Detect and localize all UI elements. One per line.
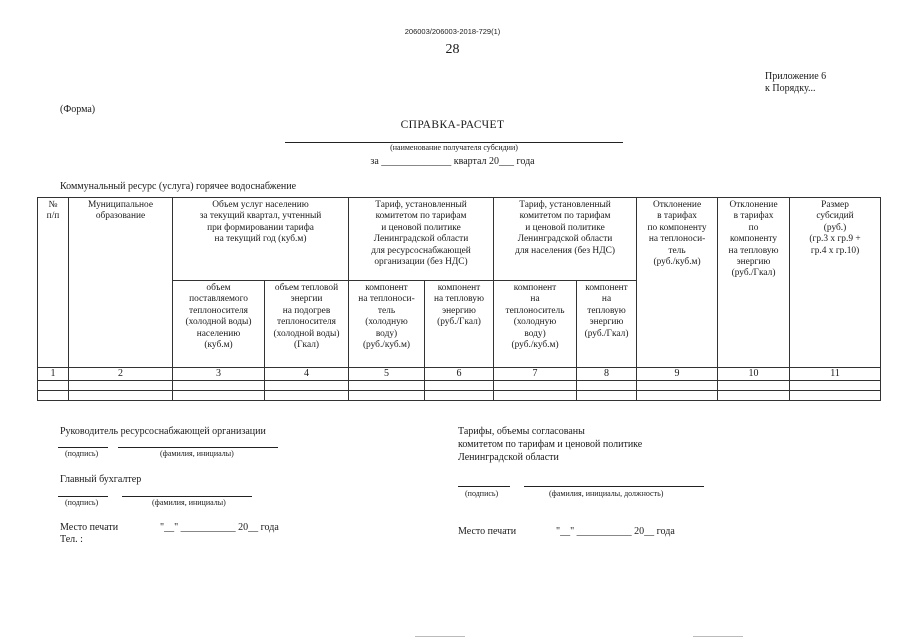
agreed-signature-caption: (подпись): [465, 489, 499, 498]
header-text-line: (руб./Гкал): [437, 317, 481, 328]
header-text-line: на подогрев: [282, 305, 331, 316]
header-text-line: (холодную: [365, 317, 408, 328]
header-text-line: объем: [206, 283, 231, 293]
header-text-line: для ресурсоснабжающей: [371, 245, 471, 256]
header-text-line: (руб./куб.м): [362, 340, 411, 351]
header-text-line: населению: [196, 328, 241, 339]
header-text-line: теплоносителя: [188, 305, 248, 316]
header-text-line: энергию: [442, 305, 476, 316]
header-text-line: по: [748, 222, 759, 233]
column-number: 1: [38, 368, 69, 381]
table-row: [38, 381, 881, 391]
head-name-line: [118, 447, 278, 448]
scan-mark: [415, 636, 465, 637]
header-text-line: Тариф, установленный: [519, 200, 611, 210]
header-text-line: (руб./Гкал): [731, 268, 776, 279]
header-volume: [173, 198, 349, 281]
header-text-line: комитетом по тарифам: [375, 211, 467, 222]
appendix-line-2: к Порядку...: [765, 83, 816, 94]
accountant-name-line: [122, 496, 252, 497]
header-text-line: теплоноситель: [505, 305, 565, 316]
header-text-line: на: [601, 294, 612, 305]
header-text-line: (куб.м): [204, 340, 233, 351]
column-number: 8: [577, 368, 637, 381]
header-text-line: Тариф, установленный: [375, 200, 467, 210]
column-number: 5: [349, 368, 425, 381]
header-text-line: энергии: [290, 294, 323, 305]
header-text-line: за текущий квартал, учтенный: [199, 211, 322, 222]
header-text-line: компонент: [513, 283, 557, 293]
agreed-line-2: комитетом по тарифам и ценовой политике: [458, 439, 643, 450]
header-text-line: энергию: [736, 257, 771, 268]
header-text-line: компонент: [365, 283, 408, 293]
agreed-name-caption: (фамилия, инициалы, должность): [549, 489, 664, 498]
recipient-caption: (наименование получателя субсидии): [390, 143, 518, 152]
head-signature-caption: (подпись): [65, 449, 99, 458]
agreed-line-1: Тарифы, объемы согласованы: [458, 426, 585, 437]
subheader-supply-carrier: [349, 281, 425, 368]
form-label: (Форма): [60, 104, 96, 115]
header-text-line: Отклонение: [729, 200, 778, 210]
header-text-line: (руб./Гкал): [584, 328, 629, 339]
header-text-line: в тарифах: [657, 211, 697, 222]
header-text-line: Отклонение: [652, 200, 702, 210]
header-text-line: и ценовой политике: [381, 222, 461, 233]
header-row: [38, 198, 881, 281]
head-signature-line: [58, 447, 108, 448]
column-number: 9: [637, 368, 718, 381]
header-deviation-energy: [718, 198, 790, 368]
header-text-line: Размер: [821, 200, 849, 210]
column-number: 4: [265, 368, 349, 381]
subheader-supply-energy: [425, 281, 494, 368]
column-number: 10: [718, 368, 790, 381]
phone-label: Тел. :: [60, 534, 83, 545]
header-text-line: (Гкал): [294, 340, 319, 351]
header-text-line: и ценовой политике: [525, 222, 605, 233]
header-text-line: (гр.3 х гр.9 +: [809, 234, 861, 245]
document-title: СПРАВКА-РАСЧЕТ: [400, 119, 505, 131]
column-number: 11: [790, 368, 881, 381]
column-number: 2: [69, 368, 173, 381]
subheader-volume-energy: [265, 281, 349, 368]
header-text-line: №: [48, 200, 58, 210]
header-text-line: в тарифах: [733, 211, 774, 222]
column-number: 6: [425, 368, 494, 381]
header-text-line: (руб./куб.м): [511, 340, 559, 351]
header-tariff-supply: [349, 198, 494, 281]
header-text-line: (холодную: [513, 317, 557, 328]
date-line-right: "__" ___________ 20__ года: [556, 526, 675, 537]
agreed-name-line: [524, 486, 704, 487]
header-text-line: гр.4 х гр.10): [810, 245, 860, 256]
calculation-table: [37, 197, 881, 401]
header-text-line: тель: [377, 305, 396, 316]
accountant-label: Главный бухгалтер: [60, 474, 142, 485]
header-text-line: для населения (без НДС): [515, 245, 615, 256]
header-text-line: на теплоноси-: [648, 234, 706, 245]
header-text-line: компонент: [585, 283, 628, 293]
header-text-line: на: [530, 294, 540, 305]
header-text-line: на текущий год (куб.м): [214, 234, 307, 245]
appendix-reference: [765, 71, 826, 95]
header-deviation-carrier: [637, 198, 718, 368]
header-text-line: на тепловую: [728, 245, 779, 256]
resource-line: Коммунальный ресурс (услуга) горячее водоснабжение: [60, 181, 297, 192]
document-id: 206003/206003-2018-729(1): [404, 27, 501, 36]
header-text-line: воду): [375, 328, 398, 339]
appendix-line-1: Приложение 6: [765, 71, 827, 82]
header-text-line: по компоненту: [647, 222, 707, 233]
accountant-signature-line: [58, 496, 108, 497]
header-text-line: (холодной воды): [273, 328, 340, 339]
table-row: [38, 391, 881, 401]
header-text-line: воду): [524, 328, 546, 339]
header-tariff-population: [494, 198, 637, 281]
header-text-line: поставляемого: [189, 294, 248, 305]
header-text-line: организации (без НДС): [374, 257, 468, 268]
header-text-line: объем тепловой: [274, 283, 339, 293]
header-text-line: п/п: [46, 211, 60, 222]
header-text-line: компонент: [437, 283, 481, 293]
header-text-line: тель: [668, 245, 686, 256]
column-number: 7: [494, 368, 577, 381]
accountant-signature-caption: (подпись): [65, 498, 99, 507]
header-text-line: на тепловую: [434, 294, 484, 305]
header-text-line: компоненту: [729, 234, 778, 245]
header-text-line: Ленинградской области: [517, 234, 613, 245]
head-name-caption: (фамилия, инициалы): [160, 449, 234, 458]
date-line-left: "__" ___________ 20__ года: [160, 522, 279, 533]
accountant-name-caption: (фамилия, инициалы): [152, 498, 226, 507]
header-text-line: Муниципальное: [87, 200, 154, 210]
subheader-population-carrier: [494, 281, 577, 368]
header-text-line: Объем услуг населению: [212, 200, 309, 210]
header-text-line: (холодной воды): [185, 317, 252, 328]
head-label: Руководитель ресурсоснабжающей организации: [60, 426, 266, 437]
column-numbers-row: [38, 368, 881, 381]
header-text-line: образование: [95, 211, 146, 222]
header-text-line: (руб./куб.м): [653, 257, 701, 268]
stamp-label-right: Место печати: [458, 526, 517, 537]
subheader-volume-carrier: [173, 281, 265, 368]
header-text-line: энергию: [589, 317, 624, 328]
header-text-line: тепловую: [587, 305, 626, 316]
header-num: [38, 198, 69, 368]
header-text-line: при формировании тарифа: [207, 222, 314, 233]
header-text-line: теплоносителя: [276, 317, 336, 328]
header-municipal: [69, 198, 173, 368]
header-text-line: на теплоноси-: [358, 294, 415, 305]
agreed-line-3: Ленинградской области: [458, 452, 559, 463]
agreed-signature-line: [458, 486, 510, 487]
column-number: 3: [173, 368, 265, 381]
header-text-line: Ленинградской области: [373, 234, 469, 245]
quarter-line: за ______________ квартал 20___ года: [370, 156, 535, 167]
subheader-population-energy: [577, 281, 637, 368]
stamp-label-left: Место печати: [60, 522, 119, 533]
header-text-line: субсидий: [816, 211, 854, 222]
page-number: 28: [445, 42, 460, 57]
header-subsidy: [790, 198, 881, 368]
scan-mark: [693, 636, 743, 637]
header-text-line: комитетом по тарифам: [519, 211, 611, 222]
header-text-line: (руб.): [823, 222, 847, 233]
